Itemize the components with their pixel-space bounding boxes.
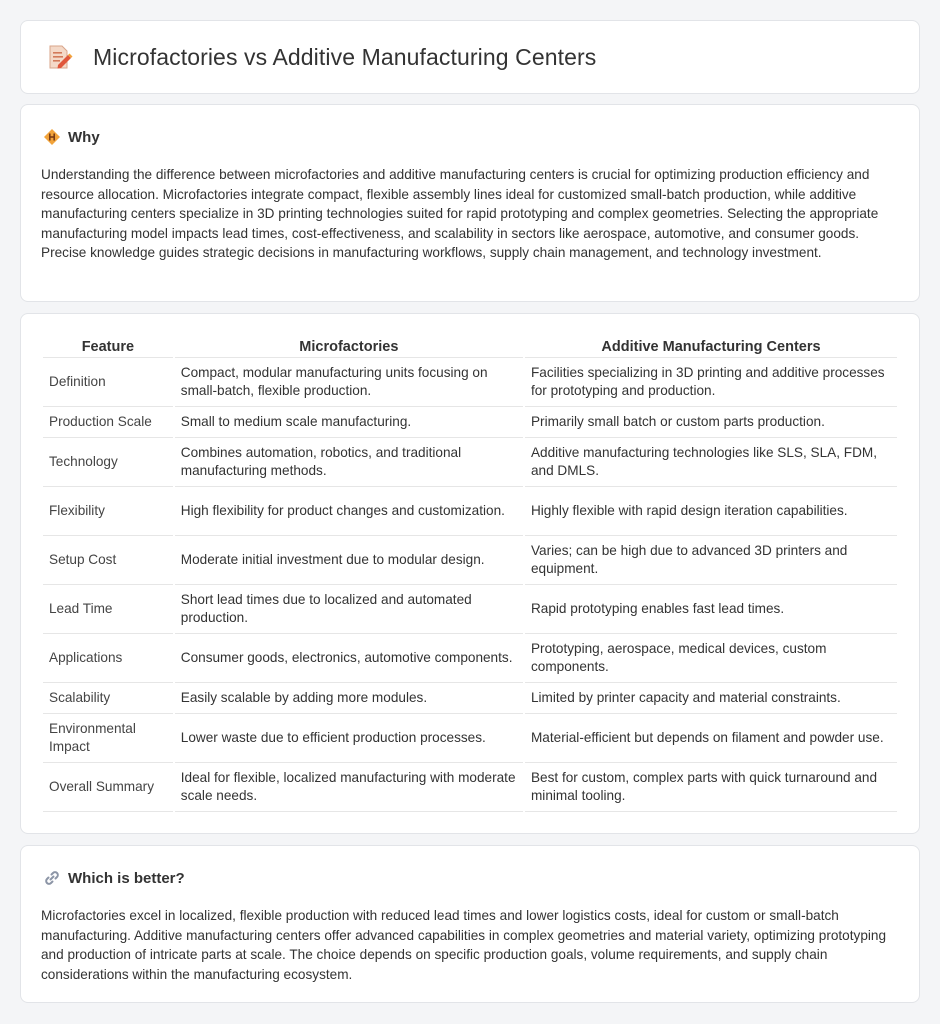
- microfactories-cell: Lower waste due to efficient production processes.: [175, 714, 523, 763]
- header-microfactories: Microfactories: [175, 336, 523, 358]
- feature-cell: Lead Time: [43, 585, 173, 634]
- feature-cell: Production Scale: [43, 407, 173, 438]
- additive-cell: Additive manufacturing technologies like SLS, SLA, FDM, and DMLS.: [525, 438, 897, 487]
- why-card: [20, 104, 920, 302]
- table-row: [43, 714, 897, 763]
- additive-cell: Prototyping, aerospace, medical devices, custom components.: [525, 634, 897, 683]
- feature-cell: Technology: [43, 438, 173, 487]
- diamond-warning-icon: [43, 128, 61, 146]
- table-row: [43, 634, 897, 683]
- feature-cell: Setup Cost: [43, 536, 173, 585]
- better-text: Microfactories excel in localized, flexible production with reduced lead times and lower logistics costs, ideal for custom or small-batch manufacturing. Additive manufacturing centers offer advanced capabilities in complex geometries and material variety, optimizing prototyping and production of intricate parts at scale. The choice depends on specific production goals, volume requirements, and supply chain considerations within the manufacturing ecosystem.: [41, 908, 887, 982]
- additive-cell: Best for custom, complex parts with quick turnaround and minimal tooling.: [525, 763, 897, 812]
- table-row: [43, 683, 897, 714]
- why-title: Why: [68, 128, 100, 146]
- microfactories-cell: Consumer goods, electronics, automotive components.: [175, 634, 523, 683]
- additive-cell: Varies; can be high due to advanced 3D printers and equipment.: [525, 536, 897, 585]
- additive-cell: Facilities specializing in 3D printing and additive processes for prototyping and production.: [525, 358, 897, 407]
- comparison-card: [20, 313, 920, 834]
- table-row: [43, 358, 897, 407]
- page-title: Microfactories vs Additive Manufacturing Centers: [93, 43, 597, 70]
- table-row: [43, 763, 897, 812]
- comparison-table: [41, 336, 899, 812]
- table-row: [43, 407, 897, 438]
- feature-cell: Environmental Impact: [43, 714, 173, 763]
- microfactories-cell: Ideal for flexible, localized manufacturing with moderate scale needs.: [175, 763, 523, 812]
- feature-cell: Definition: [43, 358, 173, 407]
- table-row: [43, 536, 897, 585]
- microfactories-cell: Short lead times due to localized and automated production.: [175, 585, 523, 634]
- microfactories-cell: Small to medium scale manufacturing.: [175, 407, 523, 438]
- header-feature: Feature: [43, 336, 173, 358]
- feature-cell: Overall Summary: [43, 763, 173, 812]
- table-header-row: [43, 336, 897, 358]
- microfactories-cell: Compact, modular manufacturing units focusing on small-batch, flexible production.: [175, 358, 523, 407]
- table-row: [43, 487, 897, 536]
- microfactories-cell: Moderate initial investment due to modular design.: [175, 536, 523, 585]
- table-row: [43, 585, 897, 634]
- better-title: Which is better?: [68, 869, 185, 887]
- additive-cell: Highly flexible with rapid design iteration capabilities.: [525, 487, 897, 536]
- document-pencil-icon: [45, 43, 73, 71]
- additive-cell: Primarily small batch or custom parts production.: [525, 407, 897, 438]
- link-icon: [43, 869, 61, 887]
- additive-cell: Material-efficient but depends on filament and powder use.: [525, 714, 897, 763]
- better-heading: [43, 869, 185, 887]
- microfactories-cell: Combines automation, robotics, and traditional manufacturing methods.: [175, 438, 523, 487]
- why-heading: [43, 128, 100, 146]
- feature-cell: Applications: [43, 634, 173, 683]
- table-row: [43, 438, 897, 487]
- feature-cell: Scalability: [43, 683, 173, 714]
- title-card: [20, 20, 920, 94]
- additive-cell: Limited by printer capacity and material constraints.: [525, 683, 897, 714]
- feature-cell: Flexibility: [43, 487, 173, 536]
- better-card: [20, 845, 920, 1003]
- microfactories-cell: Easily scalable by adding more modules.: [175, 683, 523, 714]
- additive-cell: Rapid prototyping enables fast lead times.: [525, 585, 897, 634]
- header-additive-centers: Additive Manufacturing Centers: [525, 336, 897, 358]
- microfactories-cell: High flexibility for product changes and customization.: [175, 487, 523, 536]
- why-text: Understanding the difference between microfactories and additive manufacturing centers is crucial for optimizing production efficiency and resource allocation. Microfactories integrate compact, flexible assembly lines ideal for customized small-batch production, while additive manufacturing centers specialize in 3D printing technologies suited for rapid prototyping and complex geometries. Selecting the appropriate manufacturing model impacts lead times, cost-effectiveness, and scalability in sectors like aerospace, automotive, and consumer goods. Precise knowledge guides strategic decisions in manufacturing workflows, supply chain management, and technology investment.: [41, 167, 879, 261]
- title-row: [45, 43, 596, 71]
